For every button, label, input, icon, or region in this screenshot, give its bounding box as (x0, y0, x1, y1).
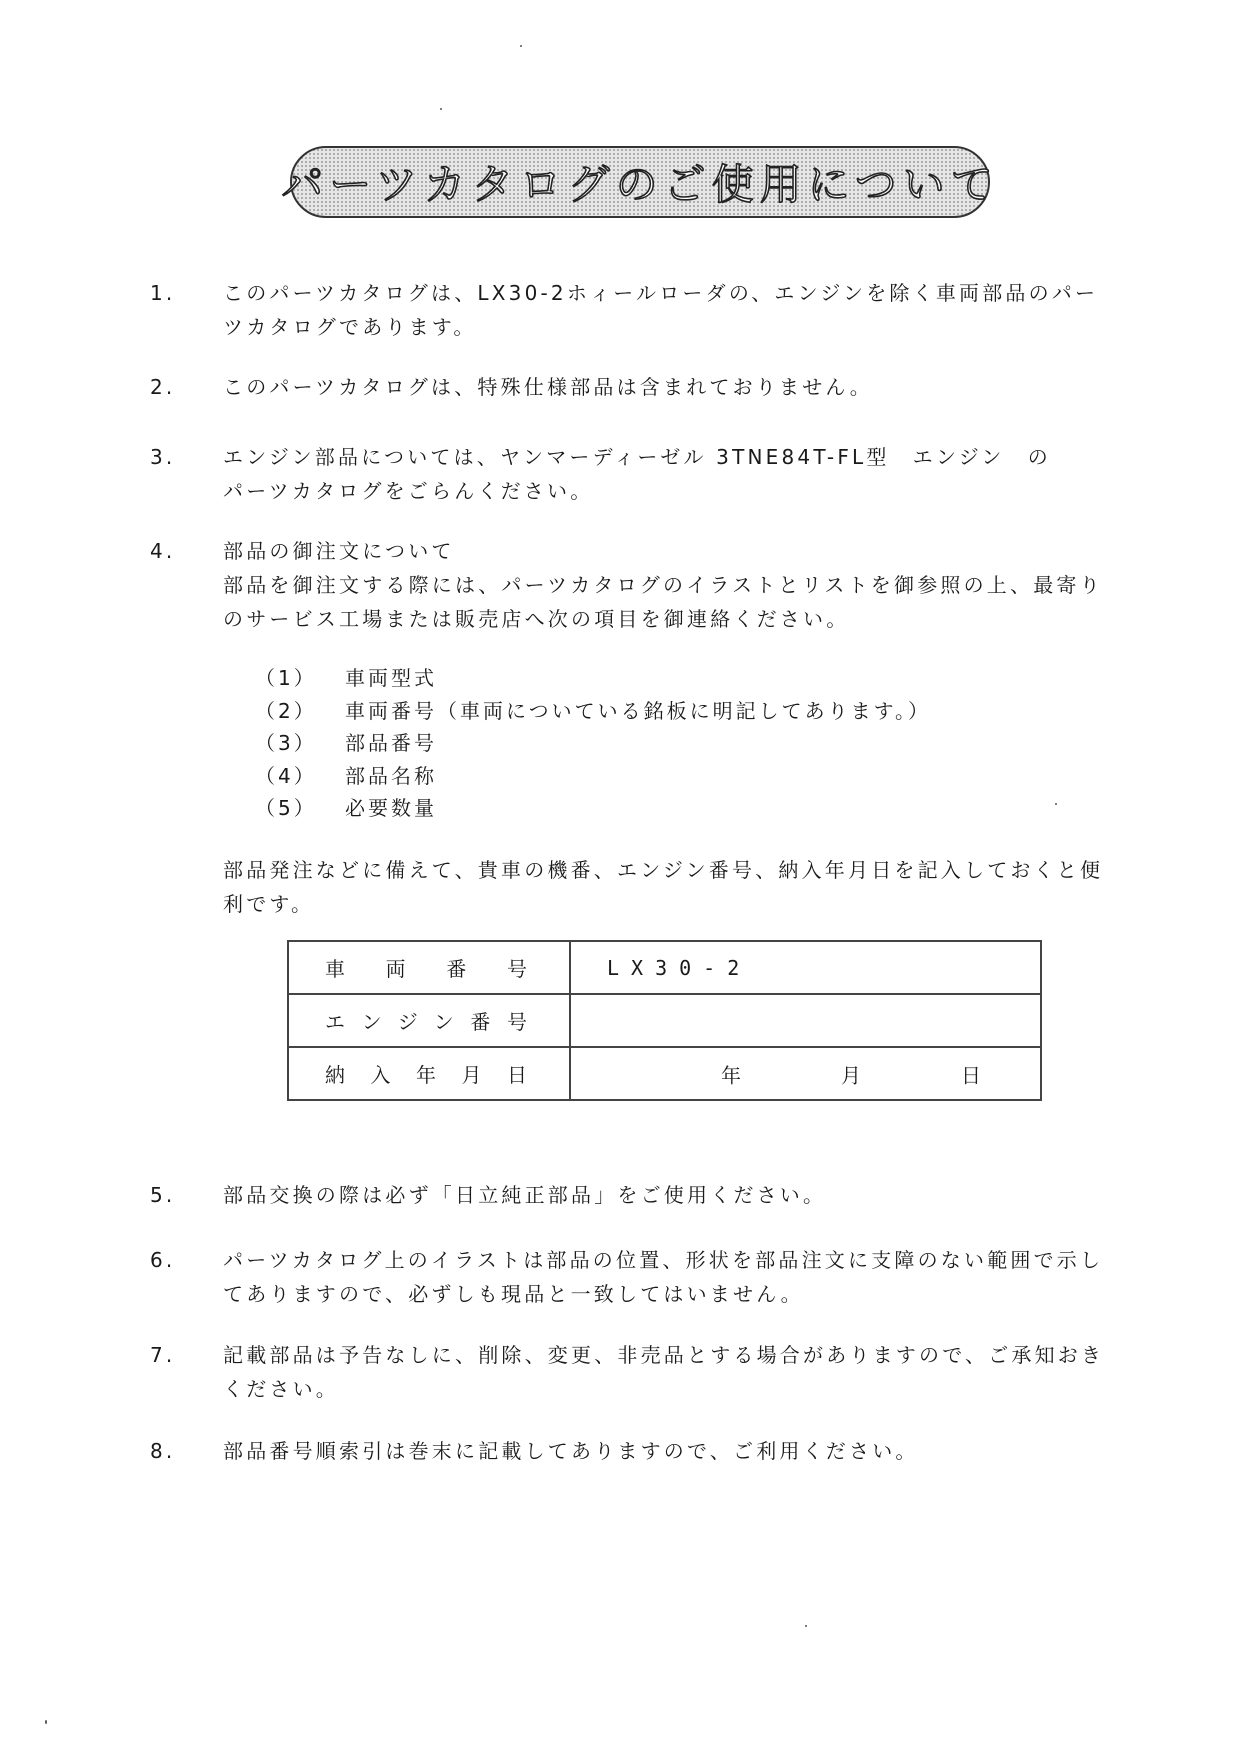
scan-speck (520, 45, 522, 47)
page-title: パーツカタログのご使用について (281, 160, 999, 209)
item-text-line: このパーツカタログは、特殊仕様部品は含まれておりません。 (223, 375, 873, 399)
day-label: 日 (961, 1063, 981, 1087)
list-item (255, 695, 931, 728)
notice-item-8 (150, 1434, 1150, 1468)
item-number: 7. (150, 1343, 176, 1367)
vehicle-record-table (287, 940, 1042, 1101)
engine-number-label: エンジン番号 (288, 994, 570, 1047)
order-info-list (255, 662, 931, 825)
scan-speck (1055, 803, 1057, 805)
notice-item-1 (150, 276, 1150, 344)
table-row-delivery-date (288, 1047, 1041, 1100)
delivery-date-value[interactable] (570, 1047, 1041, 1100)
scan-speck (440, 108, 442, 110)
item-text-line: 部品番号順索引は巻末に記載してありますので、ご利用ください。 (223, 1439, 919, 1463)
item-number: 2. (150, 375, 176, 399)
list-item (255, 727, 931, 760)
notice-item-2 (150, 370, 1150, 404)
list-item-text: 部品名称 (345, 763, 437, 788)
list-item-text: 必要数量 (345, 796, 437, 820)
item-text-line: パーツカタログ上のイラストは部品の位置、形状を部品注文に支障のない範囲で示し (223, 1248, 1104, 1272)
notice-item-5 (150, 1178, 1150, 1212)
engine-number-value[interactable] (570, 994, 1041, 1047)
item-number: 6. (150, 1248, 176, 1272)
vehicle-number-value[interactable]: LX30-2 (570, 941, 1041, 994)
item-number: 1. (150, 281, 176, 305)
list-item (255, 792, 931, 825)
list-item (255, 760, 931, 793)
item-number: 3. (150, 445, 176, 469)
list-item-index: （4） (255, 763, 317, 788)
list-item-index: （2） (255, 698, 317, 723)
item-text-line: 部品交換の際は必ず「日立純正部品」をご使用ください。 (223, 1183, 827, 1207)
item-text-line: てありますので、必ずしも現品と一致してはいません。 (223, 1282, 804, 1306)
delivery-date-label: 納入年月日 (288, 1047, 570, 1100)
table-row-vehicle-number (288, 941, 1041, 994)
list-item-index: （3） (255, 731, 317, 755)
item-text-line: のサービス工場または販売店へ次の項目を御連絡ください。 (223, 607, 850, 631)
item-text-line: 部品の御注文について (223, 539, 455, 563)
item-number: 5. (150, 1183, 176, 1207)
notice-item-6 (150, 1243, 1150, 1311)
item-text-line: パーツカタログをごらんください。 (223, 479, 594, 503)
item-number: 4. (150, 539, 176, 563)
vehicle-number-label: 車両番号 (288, 941, 570, 994)
list-item (255, 662, 931, 695)
list-item-index: （1） (255, 666, 317, 690)
item-text-line: エンジン部品については、ヤンマーディーゼル 3TNE84T-FL型 エンジン の (223, 445, 1051, 469)
record-note (223, 853, 1148, 921)
scan-speck (45, 1720, 47, 1724)
notice-item-4 (150, 534, 1150, 636)
item-text-line: ください。 (223, 1377, 339, 1401)
item-text-line: ツカタログであります。 (223, 315, 477, 339)
month-label: 月 (841, 1063, 861, 1087)
list-item-index: （5） (255, 796, 317, 820)
item-text-line: このパーツカタログは、LX30-2ホィールローダの、エンジンを除く車両部品のパー (223, 281, 1099, 305)
table-row-engine-number (288, 994, 1041, 1047)
list-item-text: 車両番号（車両についている銘板に明記してあります。） (345, 698, 931, 723)
item-text-line: 記載部品は予告なしに、削除、変更、非売品とする場合がありますので、ご承知おき (223, 1343, 1105, 1367)
notice-item-3 (150, 440, 1150, 508)
item-text-line: 部品を御注文する際には、パーツカタログのイラストとリストを御参照の上、最寄り (223, 573, 1103, 597)
scan-speck (805, 1625, 807, 1627)
title-banner (281, 146, 999, 218)
note-line: 利です。 (223, 892, 315, 916)
list-item-text: 車両型式 (345, 666, 437, 690)
item-number: 8. (150, 1439, 176, 1463)
notice-item-7 (150, 1338, 1150, 1406)
note-line: 部品発注などに備えて、貴車の機番、エンジン番号、納入年月日を記入しておくと便 (223, 858, 1104, 882)
list-item-text: 部品番号 (345, 731, 437, 755)
year-label: 年 (721, 1063, 741, 1087)
